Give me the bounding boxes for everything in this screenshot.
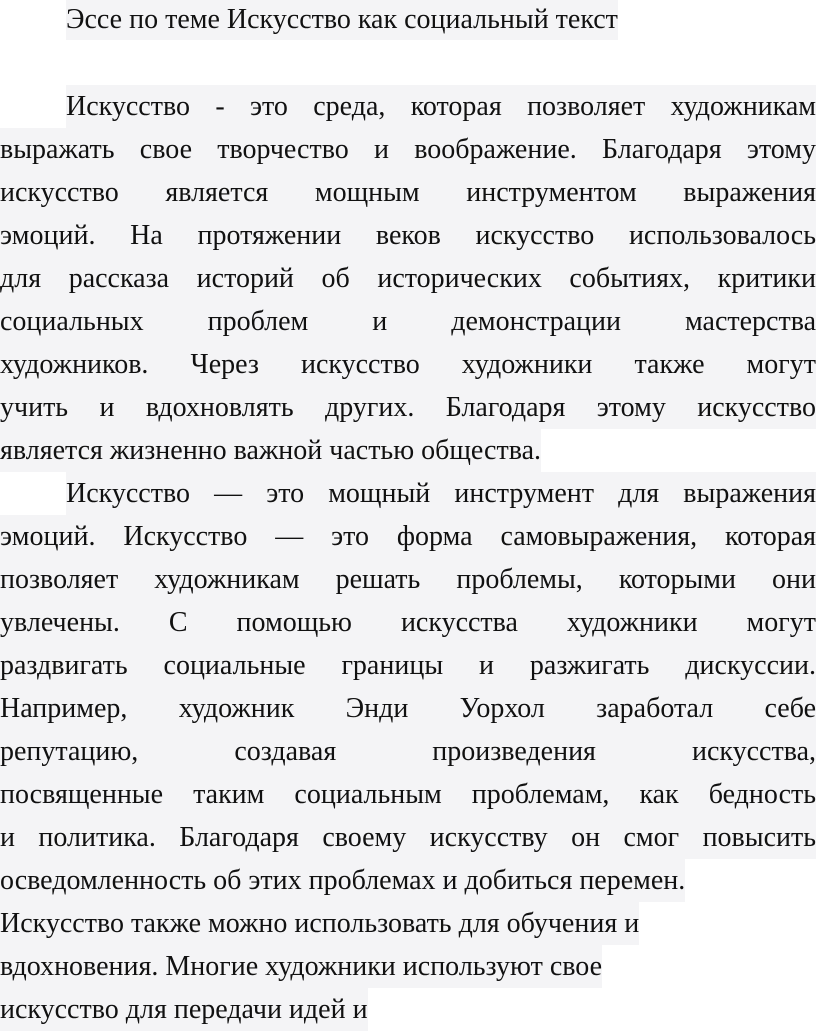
paragraph-1-line: Искусство - это среда, которая позволяет художникам	[0, 85, 816, 128]
paragraph-1-line: эмоций. На протяжении веков искусство использовалось	[0, 214, 816, 257]
paragraph-1-line: для рассказа историй об исторических событиях, критики	[0, 257, 816, 300]
paragraph-1-line: учить и вдохновлять других. Благодаря этому искусство	[0, 386, 816, 429]
paragraph-2-line: эмоций. Искусство — это форма самовыражения, которая	[0, 515, 816, 558]
paragraph-2-line: увлечены. С помощью искусства художники могут	[0, 601, 816, 644]
paragraph-2-line: Например, художник Энди Уорхол заработал себе	[0, 687, 816, 730]
paragraph-1-line: художников. Через искусство художники также могут	[0, 343, 816, 386]
document-body	[0, 85, 816, 1031]
paragraph-1-line: является жизненно важной частью общества.	[0, 429, 816, 472]
paragraph-2-line: раздвигать социальные границы и разжигать дискуссии.	[0, 644, 816, 687]
paragraph-2-line: и политика. Благодаря своему искусству он смог повысить	[0, 816, 816, 859]
paragraph-2-line: посвященные таким социальным проблемам, как бедность	[0, 773, 816, 816]
paragraph-2-line: Искусство — это мощный инструмент для выражения	[0, 472, 816, 515]
paragraph-2-line: осведомленность об этих проблемах и добиться перемен.	[0, 859, 816, 902]
paragraph-1-line: выражать свое творчество и воображение. Благодаря этому	[0, 128, 816, 171]
paragraph-2-line: вдохновения. Многие художники используют свое	[0, 945, 816, 988]
paragraph-2-line: Искусство также можно использовать для обучения и	[0, 902, 816, 945]
paragraph-2-line: искусство для передачи идей и	[0, 988, 816, 1031]
paragraph-1-line: искусство является мощным инструментом выражения	[0, 171, 816, 214]
paragraph-2-line: позволяет художникам решать проблемы, которыми они	[0, 558, 816, 601]
paragraph-1-line: социальных проблем и демонстрации мастерства	[0, 300, 816, 343]
document-title: Эссе по теме Искусство как социальный текст	[66, 0, 618, 40]
paragraph-2-line: репутацию, создавая произведения искусства,	[0, 730, 816, 773]
